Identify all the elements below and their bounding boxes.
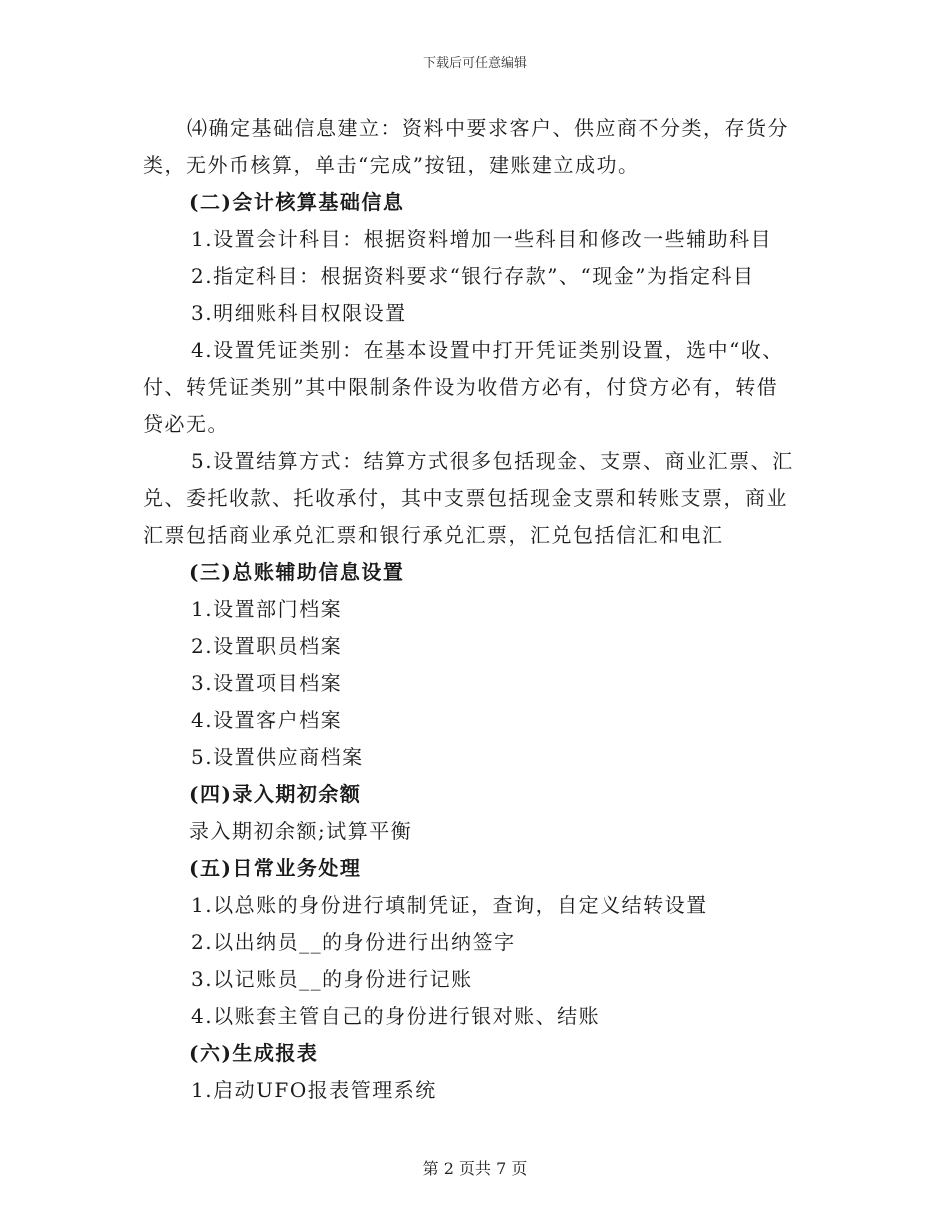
list-item: 2.以出纳员__的身份进行出纳签字 (191, 930, 516, 954)
page-header: 下载后可任意编辑 (422, 56, 527, 71)
list-item: 4.以账套主管自己的身份进行银对账、结账 (191, 1004, 601, 1028)
list-item: 3.以记账员__的身份进行记账 (191, 967, 473, 991)
paragraph-line: ⑷确定基础信息建立：资料中要求客户、供应商不分类，存货分 (187, 116, 789, 140)
section-heading: (三)总账辅助信息设置 (189, 560, 405, 584)
section-heading: (二)会计核算基础信息 (189, 190, 405, 214)
list-item: 3.设置项目档案 (191, 671, 343, 695)
list-item: 1.设置会计科目：根据资料增加一些科目和修改一些辅助科目 (191, 227, 773, 251)
list-item: 1.设置部门档案 (191, 597, 343, 621)
list-item: 1.以总账的身份进行填制凭证，查询，自定义结转设置 (191, 893, 708, 917)
list-item: 3.明细账科目权限设置 (191, 301, 407, 325)
section-heading: (四)录入期初余额 (189, 782, 362, 806)
page-footer: 第 2 页共 7 页 (422, 1159, 528, 1178)
list-item: 2.指定科目：根据资料要求“银行存款”、“现金”为指定科目 (191, 264, 755, 288)
section-heading: (六)生成报表 (189, 1041, 319, 1065)
list-item: 4.设置客户档案 (191, 708, 343, 732)
paragraph-line: 汇票包括商业承兑汇票和银行承兑汇票，汇兑包括信汇和电汇 (143, 523, 724, 547)
paragraph-line: 录入期初余额;试算平衡 (189, 819, 413, 843)
paragraph-line: 兑、委托收款、托收承付，其中支票包括现金支票和转账支票，商业 (143, 486, 788, 510)
paragraph-line: 类，无外币核算，单击“完成”按钮，建账建立成功。 (143, 153, 640, 177)
paragraph-line: 贷必无。 (143, 412, 229, 436)
list-item: 5.设置结算方式：结算方式很多包括现金、支票、商业汇票、汇 (191, 449, 794, 473)
document-body (143, 110, 805, 1109)
list-item: 2.设置职员档案 (191, 634, 343, 658)
list-item: 5.设置供应商档案 (191, 745, 364, 769)
list-item: 1.启动UFO报表管理系统 (191, 1078, 437, 1102)
paragraph-line: 付、转凭证类别”其中限制条件设为收借方必有，付贷方必有，转借 (143, 375, 779, 399)
list-item: 4.设置凭证类别：在基本设置中打开凭证类别设置，选中“收、 (191, 338, 784, 362)
section-heading: (五)日常业务处理 (189, 856, 362, 880)
